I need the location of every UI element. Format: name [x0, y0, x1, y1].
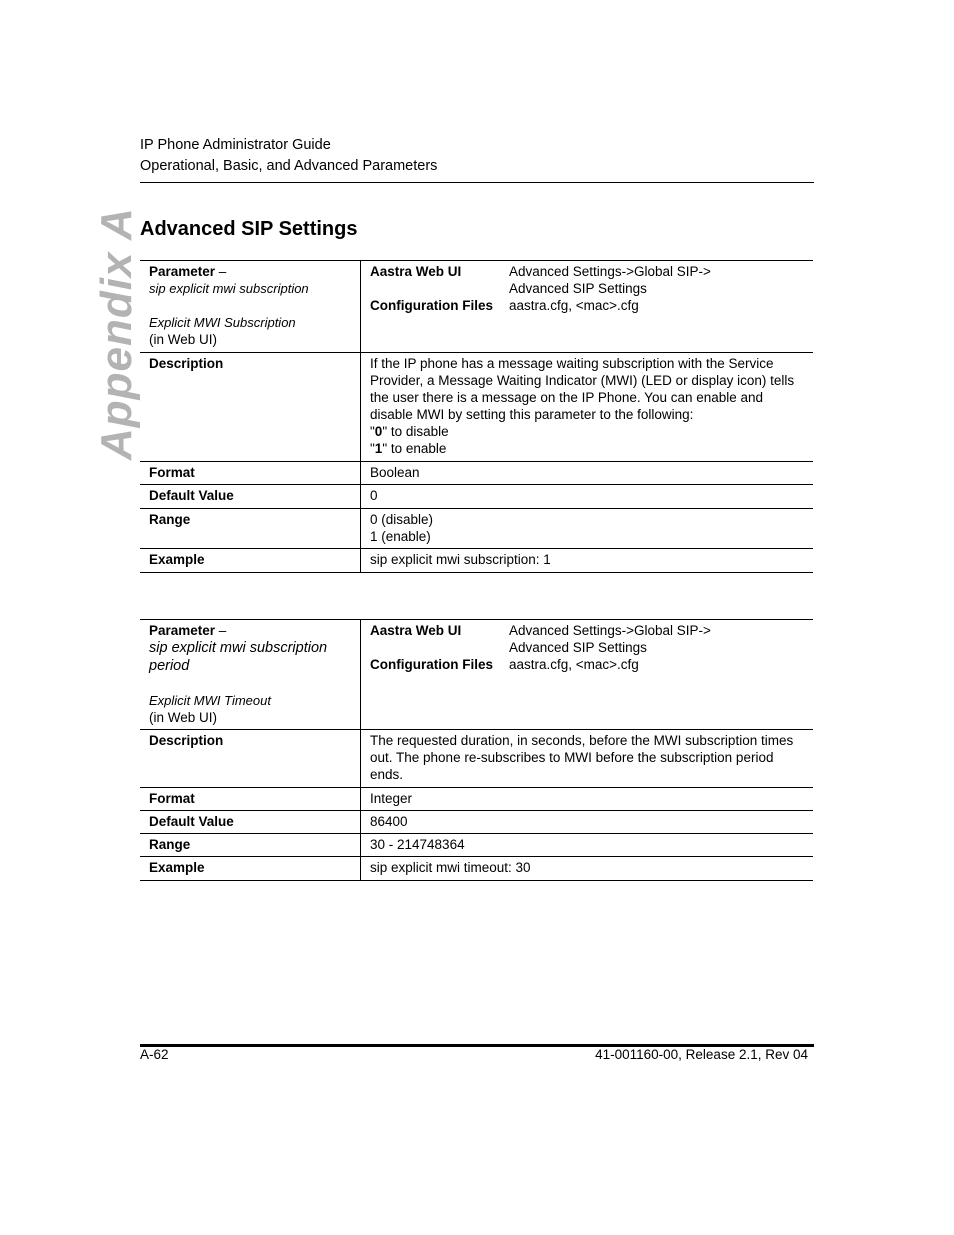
table-row-format — [140, 462, 813, 485]
range-value-1: 0 (disable) — [370, 512, 434, 527]
range-label: Range — [149, 512, 191, 527]
example-value: sip explicit mwi subscription: 1 — [370, 552, 551, 567]
page-number: A-62 — [140, 1047, 169, 1062]
table-row-example — [140, 549, 813, 573]
format-value: Boolean — [370, 465, 420, 480]
location-cell — [361, 620, 814, 730]
option-enable: "1" to enable — [370, 441, 447, 456]
document-id: 41-001160-00, Release 2.1, Rev 04 — [595, 1047, 808, 1062]
webui-name: Explicit MWI Subscription — [149, 315, 296, 330]
parameter-dash: – — [215, 264, 227, 279]
aastra-web-ui-path-2: Advanced SIP Settings — [509, 640, 647, 655]
format-label: Format — [149, 791, 195, 806]
table-row-example — [140, 857, 813, 881]
default-value: 86400 — [370, 814, 408, 829]
webui-name: Explicit MWI Timeout — [149, 693, 271, 708]
parameter-cell — [140, 620, 361, 730]
webui-note: (in Web UI) — [149, 332, 218, 347]
table-row-parameter — [140, 261, 813, 353]
config-files-label: Configuration Files — [370, 298, 493, 313]
description-label: Description — [149, 733, 224, 748]
table-row-range — [140, 509, 813, 549]
description-text: The requested duration, in seconds, before the MWI subscription times out. The phone re-subscribes to MWI before the subscription period ends. — [370, 733, 794, 782]
aastra-web-ui-path-2: Advanced SIP Settings — [509, 281, 647, 296]
default-value: 0 — [370, 488, 378, 503]
header-chapter-title: Operational, Basic, and Advanced Parameters — [140, 158, 438, 174]
range-value-2: 1 (enable) — [370, 529, 431, 544]
appendix-side-tab: Appendix A — [92, 207, 141, 460]
config-files-value: aastra.cfg, <mac>.cfg — [509, 657, 639, 672]
option-disable: "0" to disable — [370, 424, 449, 439]
format-label: Format — [149, 465, 195, 480]
parameter-dash: – — [215, 623, 227, 638]
example-value: sip explicit mwi timeout: 30 — [370, 860, 531, 875]
aastra-web-ui-label: Aastra Web UI — [370, 623, 462, 638]
parameter-table-mwi-subscription — [140, 260, 813, 573]
default-label: Default Value — [149, 488, 234, 503]
running-header — [140, 135, 814, 177]
format-value: Integer — [370, 791, 413, 806]
table-row-default — [140, 485, 813, 509]
default-label: Default Value — [149, 814, 234, 829]
parameter-label: Parameter — [149, 264, 216, 279]
table-row-default — [140, 811, 813, 834]
section-title: Advanced SIP Settings — [140, 218, 358, 240]
aastra-web-ui-path-1: Advanced Settings->Global SIP-> — [509, 623, 711, 638]
range-label: Range — [149, 837, 191, 852]
table-row-range — [140, 834, 813, 857]
config-files-label: Configuration Files — [370, 657, 493, 672]
description-label: Description — [149, 356, 224, 371]
table-row-description — [140, 353, 813, 462]
parameter-label: Parameter — [149, 623, 216, 638]
description-text: If the IP phone has a message waiting subscription with the Service Provider, a Message Waiting Indicator (MWI) (LED or display icon) tells the user there is a message on the IP Phone. You can enable and disable MWI by setting this parameter to the following: — [370, 356, 795, 422]
parameter-name: sip explicit mwi subscription — [149, 281, 309, 296]
parameter-cell — [140, 261, 361, 353]
header-guide-title: IP Phone Administrator Guide — [140, 137, 331, 153]
table-row-format — [140, 788, 813, 811]
example-label: Example — [149, 552, 205, 567]
config-files-value: aastra.cfg, <mac>.cfg — [509, 298, 639, 313]
parameter-name: sip explicit mwi subscription period — [149, 640, 328, 674]
webui-note: (in Web UI) — [149, 710, 218, 725]
example-label: Example — [149, 860, 205, 875]
aastra-web-ui-path-1: Advanced Settings->Global SIP-> — [509, 264, 711, 279]
range-value: 30 - 214748364 — [370, 837, 465, 852]
location-cell — [361, 261, 814, 353]
parameter-table-mwi-subscription-period — [140, 619, 813, 881]
table-row-description — [140, 730, 813, 788]
table-row-parameter — [140, 620, 813, 730]
aastra-web-ui-label: Aastra Web UI — [370, 264, 462, 279]
header-divider — [140, 182, 814, 183]
